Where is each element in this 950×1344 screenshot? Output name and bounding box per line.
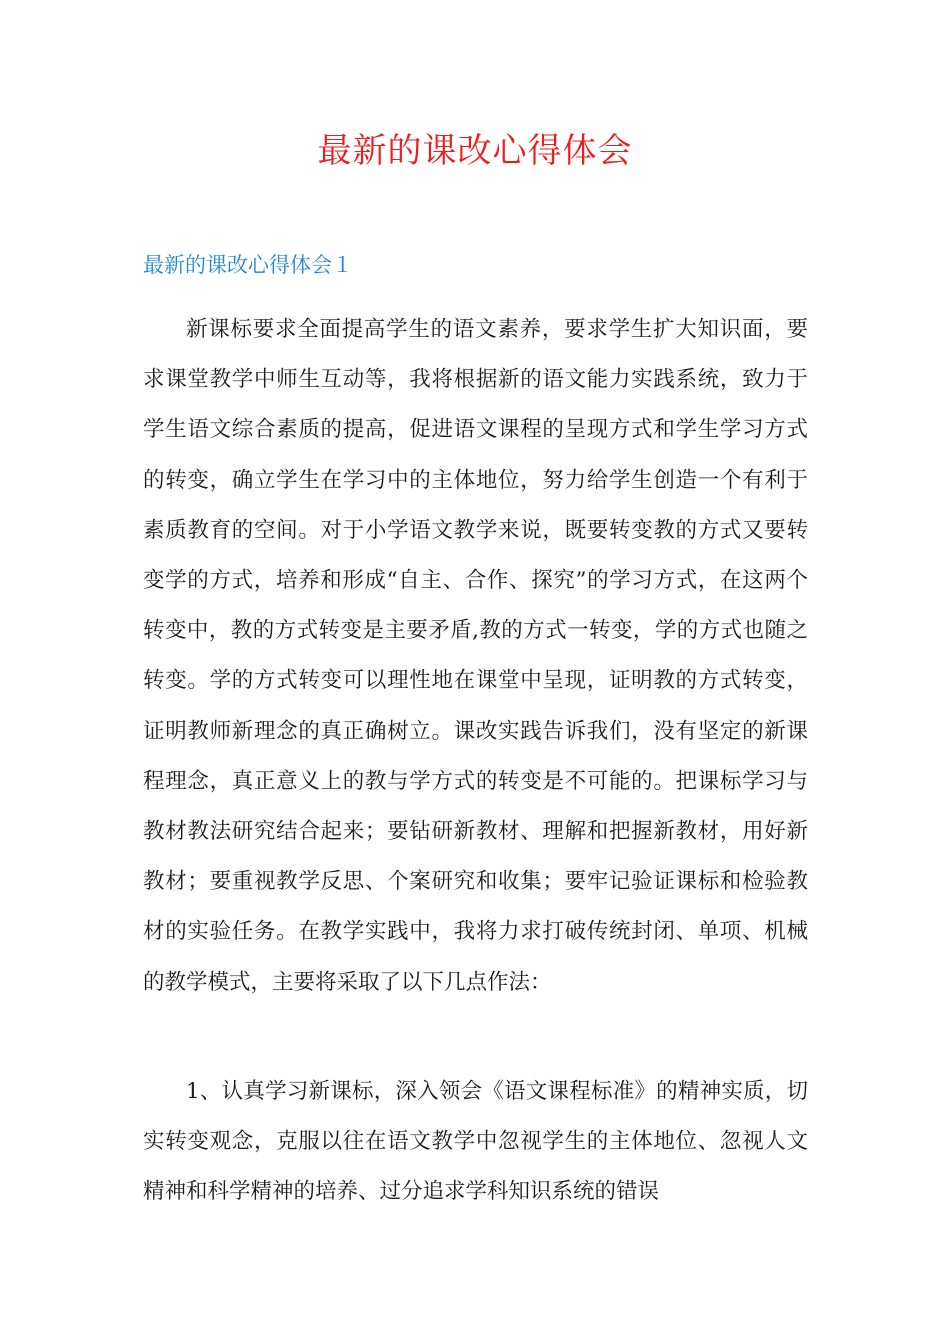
section-heading: 最新的课改心得体会１ <box>143 253 353 277</box>
body-paragraph: 新课标要求全面提高学生的语文素养，要求学生扩大知识面，要求课堂教学中师生互动等，我将根据新的语文能力实践系统，致力于学生语文综合素质的提高，促进语文课程的呈现方式和学生学习方式的转变，确立学生在学习中的主体地位，努力给学生创造一个有利于素质教育的空间。对于小学语文教学来说，既要转变教的方式又要转变学的方式，培养和形成“自主、合作、探究”的学习方式，在这两个转变中，教的方式转变是主要矛盾,教的方式一转变，学的方式也随之转变。学的方式转变可以理性地在课堂中呈现，证明教的方式转变，证明教师新理念的真正确树立。课改实践告诉我们，没有坚定的新课程理念，真正意义上的教与学方式的转变是不可能的。把课标学习与教材教法研究结合起来；要钻研新教材、理解和把握新教材，用好新教材；要重视教学反思、个案研究和收集；要牢记验证课标和检验教材的实验任务。在教学实践中，我将力求打破传统封闭、单项、机械的教学模式，主要将采取了以下几点作法： <box>143 317 808 995</box>
body-paragraph: 1、认真学习新课标，深入领会《语文课程标准》的精神实质，切实转变观念，克服以往在语文教学中忽视学生的主体地位、忽视人文精神和科学精神的培养、过分追求学科知识系统的错误 <box>143 1079 808 1205</box>
document-title: 最新的课改心得体会 <box>317 131 633 171</box>
